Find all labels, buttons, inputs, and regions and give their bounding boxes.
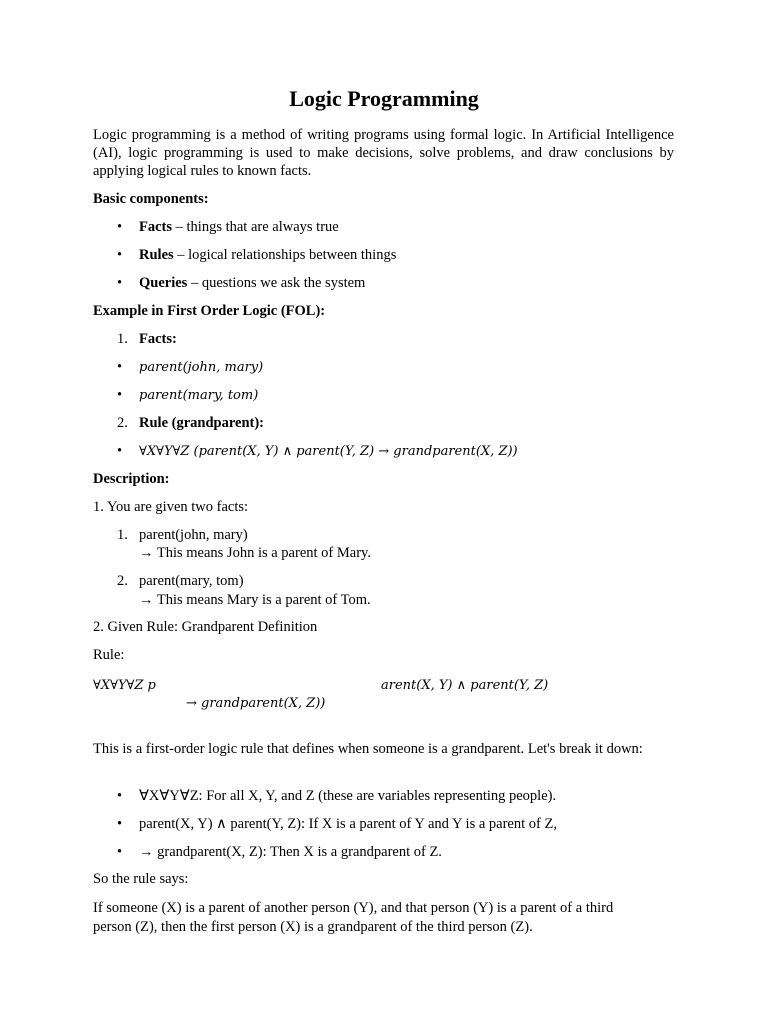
list-item-desc: – questions we ask the system <box>187 275 366 291</box>
description-heading: Description: <box>93 471 170 487</box>
list-number: 1. <box>117 527 128 543</box>
so-rule-says-line: So the rule says: <box>93 871 189 887</box>
list-item <box>139 247 396 264</box>
fact-formula: parent(john, mary) <box>139 360 264 375</box>
list-item-desc: – things that are always true <box>172 219 339 235</box>
intro-paragraph: Logic programming is a method of writing programs using formal logic. In Artificial Intelligence (AI), logic programming is used to make decisions, solve problems, and draw conclusions by applying logical rules to known facts. <box>93 127 674 180</box>
bullet-icon: • <box>117 443 123 459</box>
list-item-desc: – logical relationships between things <box>173 247 397 263</box>
list-item-term: Rules <box>139 247 174 263</box>
page-title: Logic Programming <box>289 86 479 111</box>
rule-label: Rule (grandparent): <box>139 415 264 431</box>
bullet-icon: • <box>117 788 123 804</box>
basic-components-heading: Basic components: <box>93 191 209 207</box>
rule-formula-part: ∀X∀Y∀Z p <box>93 678 156 693</box>
bullet-icon: • <box>117 359 123 375</box>
given-rule-line: 2. Given Rule: Grandparent Definition <box>93 619 318 635</box>
list-item: ∀X∀Y∀Z: For all X, Y, and Z (these are variables representing people). <box>139 788 557 804</box>
list-item <box>139 219 339 236</box>
fact-item: parent(john, mary) <box>139 527 248 543</box>
bullet-icon: • <box>117 247 123 263</box>
fact-meaning: → This means John is a parent of Mary. <box>139 545 371 561</box>
break-down-paragraph: This is a first-order logic rule that defines when someone is a grandparent. Let's break it down: <box>93 741 643 757</box>
conclusion-paragraph: If someone (X) is a parent of another person (Y), and that person (Y) is a parent of a third person (Z), then the first person (X) is a grandparent of the third person (Z). <box>93 900 614 935</box>
example-heading: Example in First Order Logic (FOL): <box>93 303 326 319</box>
fact-meaning: → This means Mary is a parent of Tom. <box>139 592 371 608</box>
rule-label: Rule: <box>93 647 125 663</box>
fact-item: parent(mary, tom) <box>139 573 244 589</box>
list-item <box>139 275 365 292</box>
rule-formula: ∀X∀Y∀Z (parent(X, Y) ∧ parent(Y, Z) → grandparent(X, Z)) <box>139 444 518 459</box>
list-number: 2. <box>117 415 128 431</box>
list-item-term: Queries <box>139 275 188 291</box>
bullet-icon: • <box>117 387 123 403</box>
list-number: 1. <box>117 331 128 347</box>
rule-formula-part: → grandparent(X, Z)) <box>186 696 326 711</box>
fact-formula: parent(mary, tom) <box>139 388 259 403</box>
list-item: → grandparent(X, Z): Then X is a grandparent of Z. <box>139 844 442 860</box>
list-number: 2. <box>117 573 128 589</box>
facts-label: Facts: <box>139 331 177 347</box>
bullet-icon: • <box>117 219 123 235</box>
list-item: parent(X, Y) ∧ parent(Y, Z): If X is a parent of Y and Y is a parent of Z, <box>139 816 557 832</box>
list-item-term: Facts <box>139 219 173 235</box>
bullet-icon: • <box>117 844 123 860</box>
bullet-icon: • <box>117 275 123 291</box>
bullet-icon: • <box>117 816 123 832</box>
given-facts-line: 1. You are given two facts: <box>93 499 249 515</box>
rule-formula-part: arent(X, Y) ∧ parent(Y, Z) <box>381 678 549 693</box>
